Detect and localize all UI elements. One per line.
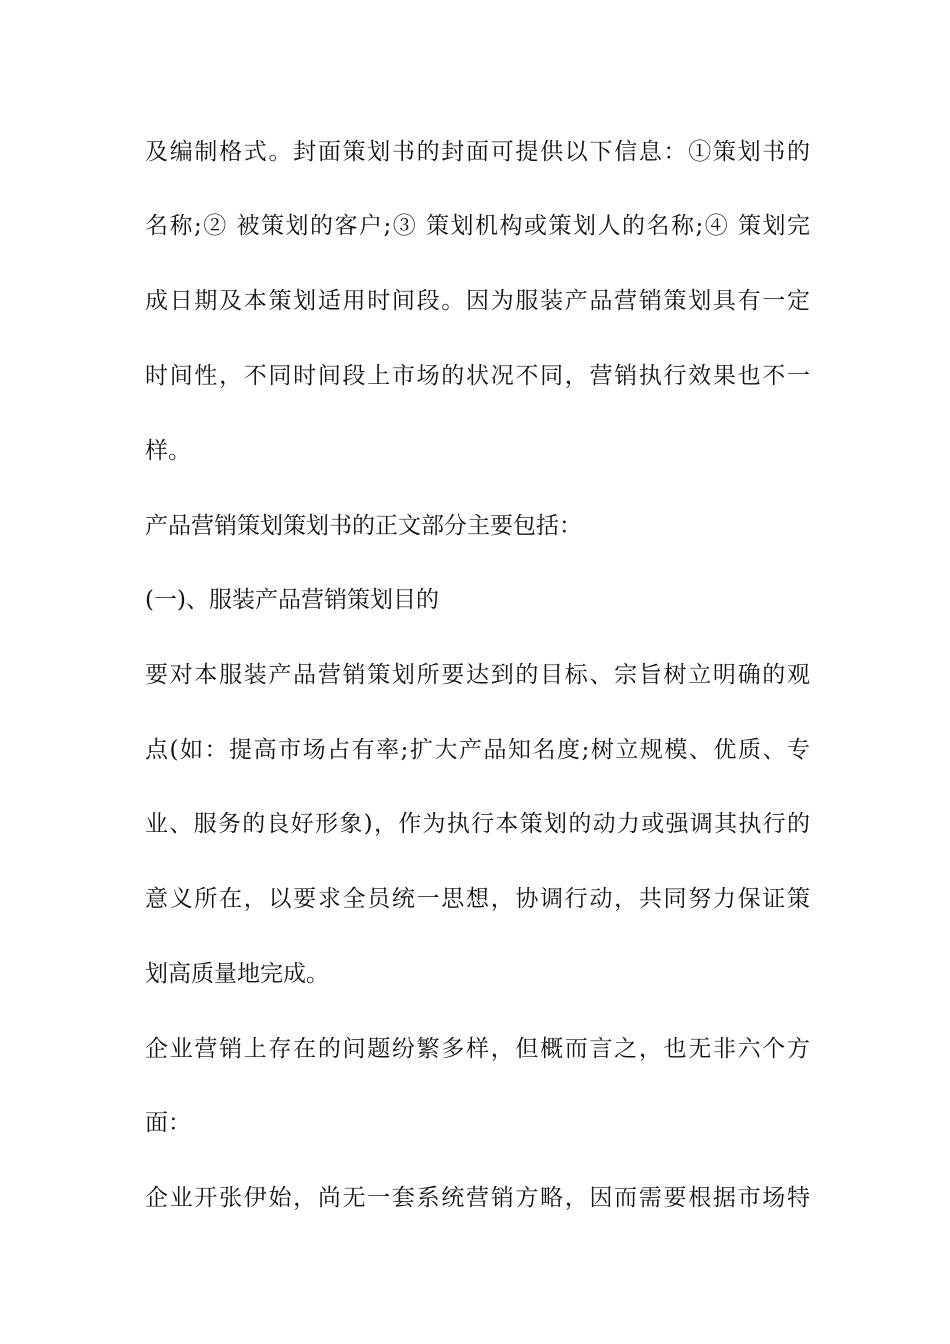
text-line: 成日期及本策划适用时间段。因为服装产品营销策划具有一定 [145,288,810,314]
text-line: 样。 [145,438,191,464]
text-line: 企业营销上存在的问题纷繁多样，但概而言之，也无非六个方 [145,1036,810,1062]
text-line: 及编制格式。封面策划书的封面可提供以下信息：①策划书的 [145,139,810,165]
text-line: 划高质量地完成。 [145,961,329,987]
text-line: 业、服务的良好形象)，作为执行本策划的动力或强调其执行的 [145,811,810,837]
text-line: 要对本服装产品营销策划所要达到的目标、宗旨树立明确的观 [145,662,810,688]
section-intro: 产品营销策划策划书的正文部分主要包括： [145,513,582,539]
text-line: 意义所在，以要求全员统一思想，协调行动，共同努力保证策 [145,886,810,912]
text-line: 企业开张伊始，尚无一套系统营销方略，因而需要根据市场特 [145,1185,810,1211]
text-line: 时间性，不同时间段上市场的状况不同，营销执行效果也不一 [145,363,810,389]
section-heading: (一)、服装产品营销策划目的 [145,587,439,613]
text-line: 面： [145,1110,191,1136]
text-line: 点(如：提高市场占有率;扩大产品知名度;树立规模、优质、专 [145,737,810,763]
text-line: 名称;② 被策划的客户;③ 策划机构或策划人的名称;④ 策划完 [145,213,810,239]
